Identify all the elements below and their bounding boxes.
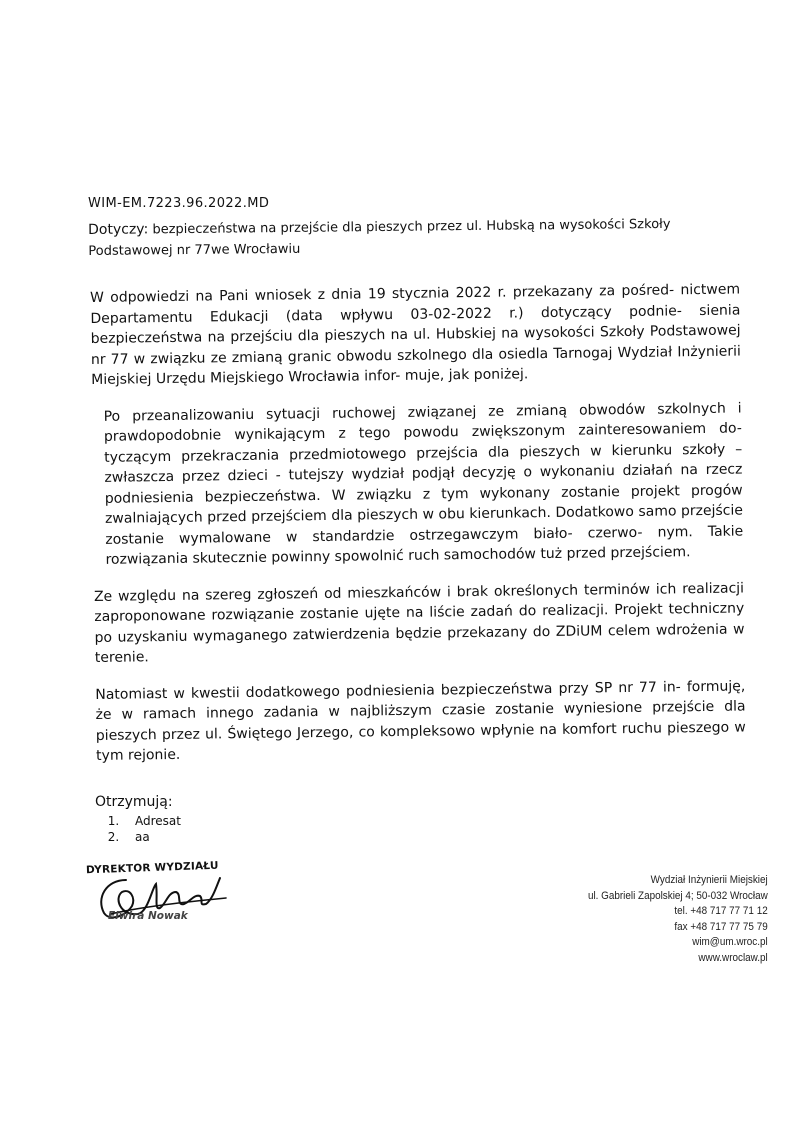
phone-number: tel. +48 717 77 71 12	[674, 905, 768, 917]
letter-body	[90, 279, 746, 782]
subject-line	[88, 213, 753, 262]
recipients-label: Otrzymują:	[95, 794, 173, 810]
subject-label: Dotyczy:	[88, 221, 149, 238]
fax-number: fax +48 717 77 75 79	[674, 920, 768, 933]
department-name: Wydział Inżynierii Miejskiej	[650, 874, 768, 886]
recipients-block	[95, 794, 181, 845]
signature-block	[86, 858, 236, 933]
paragraph: W odpowiedzi na Pani wniosek z dnia 19 stycznia 2022 r. przekazany za pośred- nictwem Departamentu Edukacji (data wpływu 03-02-2022 r.) dotyczący podnie- sienia bezpieczeństwa na przejściu dla pieszych na ul. Hubskiej na wysokości Szkoły Podstawowej nr 77 w związku ze zmianą granic obwodu szkolnego dla osiedla Tarnogaj Wydział Inżynierii Miejskiej Urzędu Miejskiego Wrocławia infor- muje, jak poniżej.	[90, 281, 741, 388]
paragraph: Natomiast w kwestii dodatkowego podniesienia bezpieczeństwa przy SP nr 77 in- formuję, że w ramach innego zadania w najbliższym czasie zostanie wyniesione przejście dla pieszych przez ul. Świętego Jerzego, co kompleksowo wpłynie na komfort ruchu pieszego w tym rejonie.	[95, 677, 746, 764]
street-address: ul. Gabrieli Zapolskiej 4; 50-032 Wrocław	[588, 889, 768, 902]
signature-title: DYREKTOR WYDZIAŁU	[85, 859, 219, 877]
office-address	[588, 873, 768, 966]
paragraph: Po przeanalizowaniu sytuacji ruchowej związanej ze zmianą obwodów szkolnych i prawdopodobnie wynikającym z tego powodu zwiększonym zainteresowaniem do- tyczącym przekraczania przedmiotowego przejścia dla pieszych w kierunku szkoły – zwłaszcza przez dzieci - tutejszy wydział podjął decyzję o wykonaniu działań na rzecz podniesienia bezpieczeństwa. W związku z tym wykonany zostanie projekt progów zwalniających przed przejściem dla pieszych w obu kierunkach. Dodatkowo samo przejście zostanie wymalowane w standardzie ostrzegawczym biało- czerwo- nym. Takie rozwiązania skutecznie powinny spowolnić ruch samochodów tuż przed przejściem.	[103, 399, 744, 568]
subject-text: bezpieczeństwa na przejście dla pieszych przez ul. Hubską na wysokości Szkoły Podstawowej nr 77we Wrocławiu	[88, 216, 671, 259]
list-item: 2. aa	[123, 829, 181, 845]
paragraph: Ze względu na szereg zgłoszeń od mieszkańców i brak określonych terminów ich realizacji zaproponowane rozwiązanie zostanie ujęte na liście zadań do realizacji. Projekt techniczny po uzyskaniu wymaganego zatwierdzenia będzie przekazany do ZDiUM celem wdrożenia w terenie.	[93, 579, 745, 666]
list-item: 1. Adresat	[123, 813, 181, 829]
website: www.wroclaw.pl	[698, 951, 768, 964]
signature-name: Elwira Nowak	[108, 910, 188, 922]
recipients-list	[95, 813, 181, 845]
reference-number: WIM-EM.7223.96.2022.MD	[88, 196, 270, 211]
email-address: wim@um.wroc.pl	[692, 936, 768, 948]
